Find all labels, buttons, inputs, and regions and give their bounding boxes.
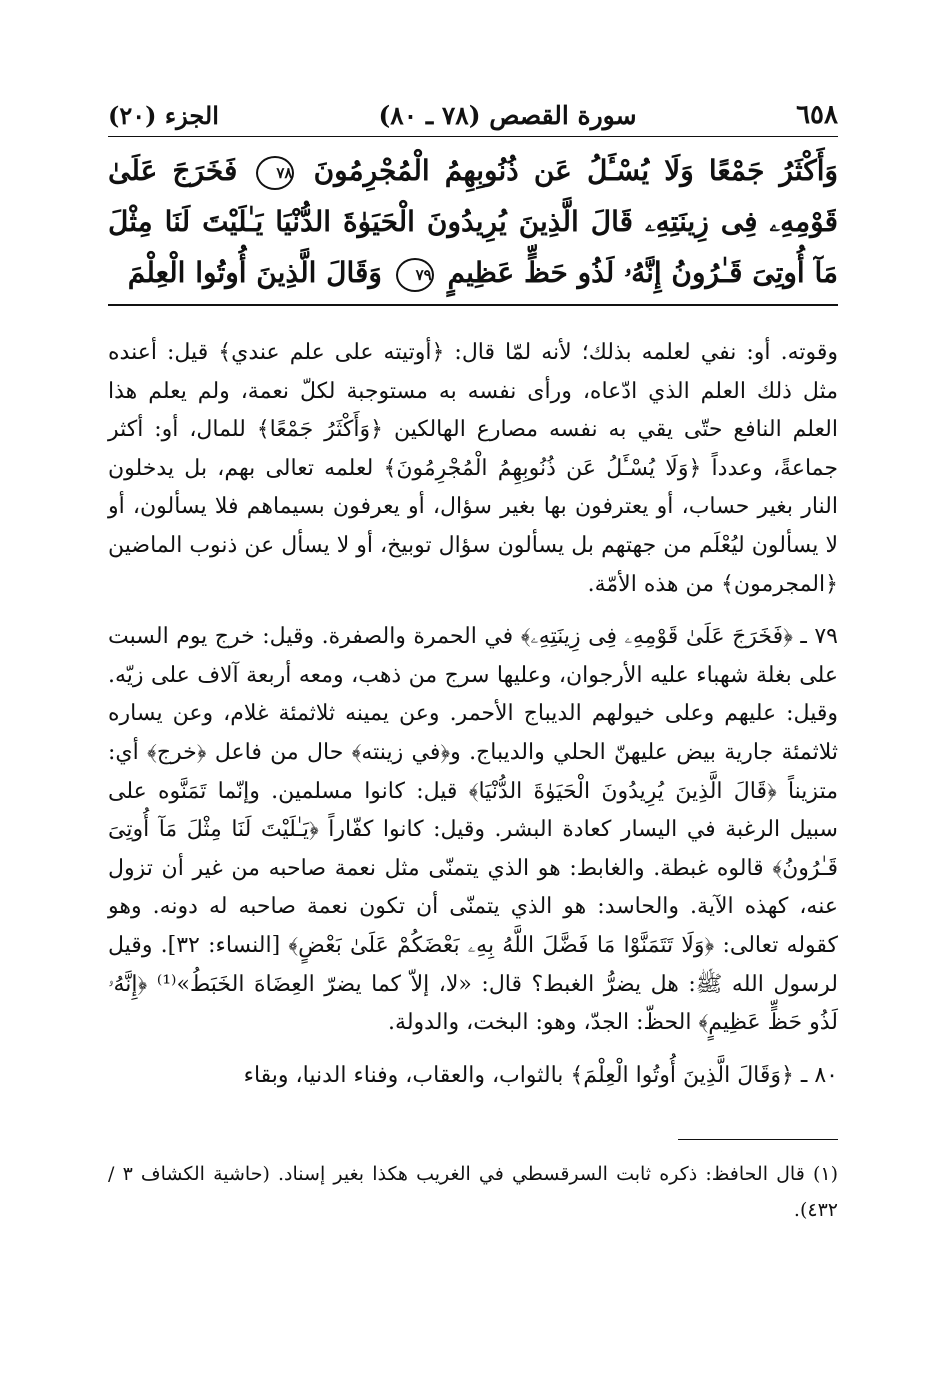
quran-rule — [108, 304, 838, 306]
book-page — [108, 86, 838, 1376]
quran-segment-2: فَخَرَجَ عَلَىٰ قَوْمِهِۦ فِى زِينَتِهِۦ قَالَ الَّذِينَ يُرِيدُونَ الْحَيَوٰةَ الدُّنْيَا يَـٰلَيْتَ لَنَا مِثْلَ مَآ أُوتِىَ قَـٰرُونُ إِنَّهُۥ لَذُو حَظٍّ عَظِيمٍ — [108, 154, 838, 289]
footnote: (١) قال الحافظ: ذكره ثابت السرقسطي في الغريب هكذا بغير إسناد. (حاشية الكشاف ٣ / ٤٣٢). — [108, 1163, 838, 1222]
surah-title: سورة القصص (٧٨ ـ ٨٠) — [378, 101, 637, 130]
commentary — [108, 334, 838, 1095]
juz-label: الجزء (٢٠) — [108, 101, 219, 130]
footnote-separator — [678, 1139, 838, 1140]
page-number: ٦٥٨ — [796, 100, 838, 130]
quran-text — [108, 145, 838, 298]
quran-segment-3: وَقَالَ الَّذِينَ أُوتُوا الْعِلْمَ — [127, 256, 382, 289]
page-header — [108, 86, 838, 130]
commentary-paragraph-79: ٧٩ ـ ﴿فَخَرَجَ عَلَىٰ قَوْمِهِۦ فِى زِينَتِهِۦ﴾ في الحمرة والصفرة. وقيل: خرج يوم السبت على بغلة شهباء عليه الأرجوان، وعليها سرج من ذهب، ومعه أربعة آلاف على زيّه. وقيل: عليهم وعلى خيولهم الديباج الأحمر. وعن يمينه ثلاثمئة غلام، وعن يساره ثلاثمئة جارية بيض عليهنّ الحلي والديباج. و﴿في زينته﴾ حال من فاعل ﴿خرج﴾ أي: متزيناً ﴿قَالَ الَّذِينَ يُرِيدُونَ الْحَيَوٰةَ الدُّنْيَا﴾ قيل: كانوا مسلمين. وإنّما تَمَنَّوه على سبيل الرغبة في اليسار كعادة البشر. وقيل: كانوا كفّاراً ﴿يَـٰلَيْتَ لَنَا مِثْلَ مَآ أُوتِىَ قَـٰرُونُ﴾ قالوه غبطة. والغابط: هو الذي يتمنّى مثل نعمة صاحبه من غير أن تزول عنه، كهذه الآية. والحاسد: هو الذي يتمنّى أن تكون نعمة صاحبه له دونه. وهو كقوله تعالى: ﴿وَلَا تَتَمَنَّوْا مَا فَضَّلَ اللَّهُ بِهِۦ بَعْضَكُمْ عَلَىٰ بَعْضٍ﴾ [النساء: ٣٢]. وقيل لرسول الله ﷺ: هل يضرُّ الغبط؟ قال: «لا، إلاّ كما يضرّ العِضَاهَ الخَبَطُ»⁽¹⁾ ﴿إِنَّهُۥ لَذُو حَظٍّ عَظِيمٍ﴾ الحظّ: الجدّ، وهو: البخت، والدولة. — [108, 624, 838, 1036]
commentary-paragraph-1: وقوته. أو: نفي لعلمه بذلك؛ لأنه لمّا قال: ﴿أوتيته على علم عندي﴾ قيل: أعنده مثل ذلك العلم الذي ادّعاه، ورأى نفسه به مستوجبة لكلّ نعمة، ولم يعلم هذا العلم النافع حتّى يقي به نفسه مصارع الهالكين ﴿وَأَكْثَرُ جَمْعًا﴾ للمال، أو: أكثر جماعةً، وعدداً ﴿وَلَا يُسْـَٔلُ عَن ذُنُوبِهِمُ الْمُجْرِمُونَ﴾ لعلمه تعالى بهم، بل يدخلون النار بغير حساب، أو يعترفون بها بغير سؤال، أو يعرفون بسيماهم فلا يسألون، أو لا يسألون ليُعْلَم من جهتهم بل يسألون سؤال توبيخ، أو لا يسأل عن ذنوب الماضين ﴿المجرمون﴾ من هذه الأمّة. — [108, 340, 838, 597]
header-rule — [108, 136, 838, 137]
quran-segment-1: وَأَكْثَرُ جَمْعًا وَلَا يُسْـَٔلُ عَن ذُنُوبِهِمُ الْمُجْرِمُونَ — [313, 154, 838, 187]
ayah-number-79: ٧٩ — [396, 258, 434, 292]
commentary-paragraph-80: ٨٠ ـ ﴿وَقَالَ الَّذِينَ أُوتُوا الْعِلْمَ﴾ بالثواب، والعقاب، وفناء الدنيا، وبقاء — [243, 1062, 838, 1088]
ayah-number-78: ٧٨ — [256, 156, 294, 190]
